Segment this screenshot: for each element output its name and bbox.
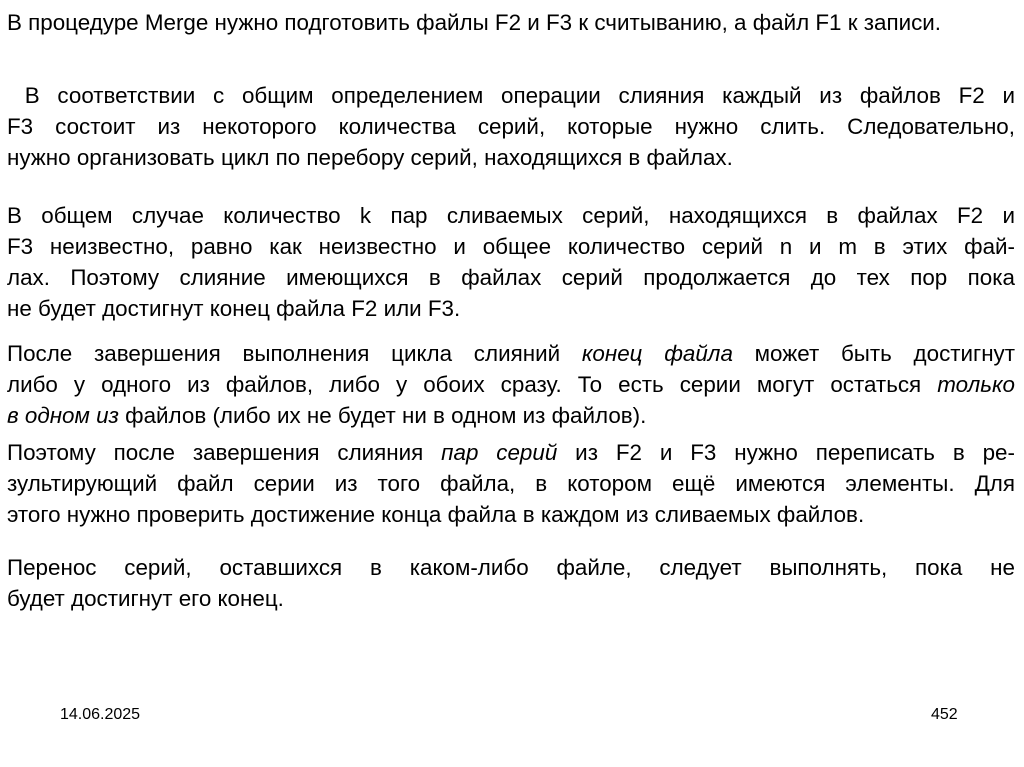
paragraph-1 xyxy=(7,7,1015,38)
italic-term: только xyxy=(937,372,1015,397)
text-line: зультирующий файл серии из того файла, в котором ещё имеются элементы. Для xyxy=(7,471,1015,496)
text-run: из F2 и F3 нужно переписать в ре- xyxy=(557,440,1015,465)
text-line xyxy=(7,440,1015,465)
text-line xyxy=(7,372,1015,397)
text-line: F3 состоит из некоторого количества серий, которые нужно слить. Следовательно, xyxy=(7,114,1015,139)
text-line: будет достигнут его конец. xyxy=(7,586,284,611)
text-line: этого нужно проверить достижение конца файла в каждом из сливаемых файлов. xyxy=(7,502,865,527)
text-line: записи. xyxy=(863,10,942,35)
text-line: В процедуре Merge нужно подготовить файлы F2 и F3 к считыванию, а файл F1 к xyxy=(7,10,858,35)
text-line: Перенос серий, оставшихся в каком-либо файле, следует выполнять, пока не xyxy=(7,555,1015,580)
paragraph-5 xyxy=(7,437,1015,530)
text-run: либо у одного из файлов, либо у обоих сразу. То есть серии могут остаться xyxy=(7,372,938,397)
text-line: В общем случае количество k пар сливаемых серий, находящихся в файлах F2 и xyxy=(7,203,1015,228)
paragraph-4 xyxy=(7,338,1015,431)
text-line: не будет достигнут конец файла F2 или F3. xyxy=(7,296,461,321)
footer-date: 14.06.2025 xyxy=(60,706,141,723)
text-line: В соответствии с общим определением операции слияния каждый из файлов F2 и xyxy=(7,83,1015,108)
text-run: файлов (либо их не будет ни в одном из файлов). xyxy=(118,403,647,428)
text-line: F3 неизвестно, равно как неизвестно и общее количество серий n и m в этих фай- xyxy=(7,234,1015,259)
paragraph-2 xyxy=(7,80,1015,173)
paragraph-3 xyxy=(7,200,1015,324)
text-line xyxy=(7,341,1015,366)
footer-page-number: 452 xyxy=(931,706,958,723)
italic-term: пар серий xyxy=(441,440,558,465)
text-run: После завершения выполнения цикла слияний xyxy=(7,341,582,366)
text-run: Поэтому после завершения слияния xyxy=(7,440,442,465)
text-line: нужно организовать цикл по перебору серий, находящихся в файлах. xyxy=(7,145,733,170)
italic-term: конец файла xyxy=(581,341,733,366)
text-run: может быть достигнут xyxy=(732,341,1016,366)
italic-term: в одном из xyxy=(7,403,119,428)
text-line: лах. Поэтому слияние имеющихся в файлах серий продолжается до тех пор пока xyxy=(7,265,1015,290)
text-line xyxy=(7,403,646,428)
paragraph-6 xyxy=(7,552,1015,614)
